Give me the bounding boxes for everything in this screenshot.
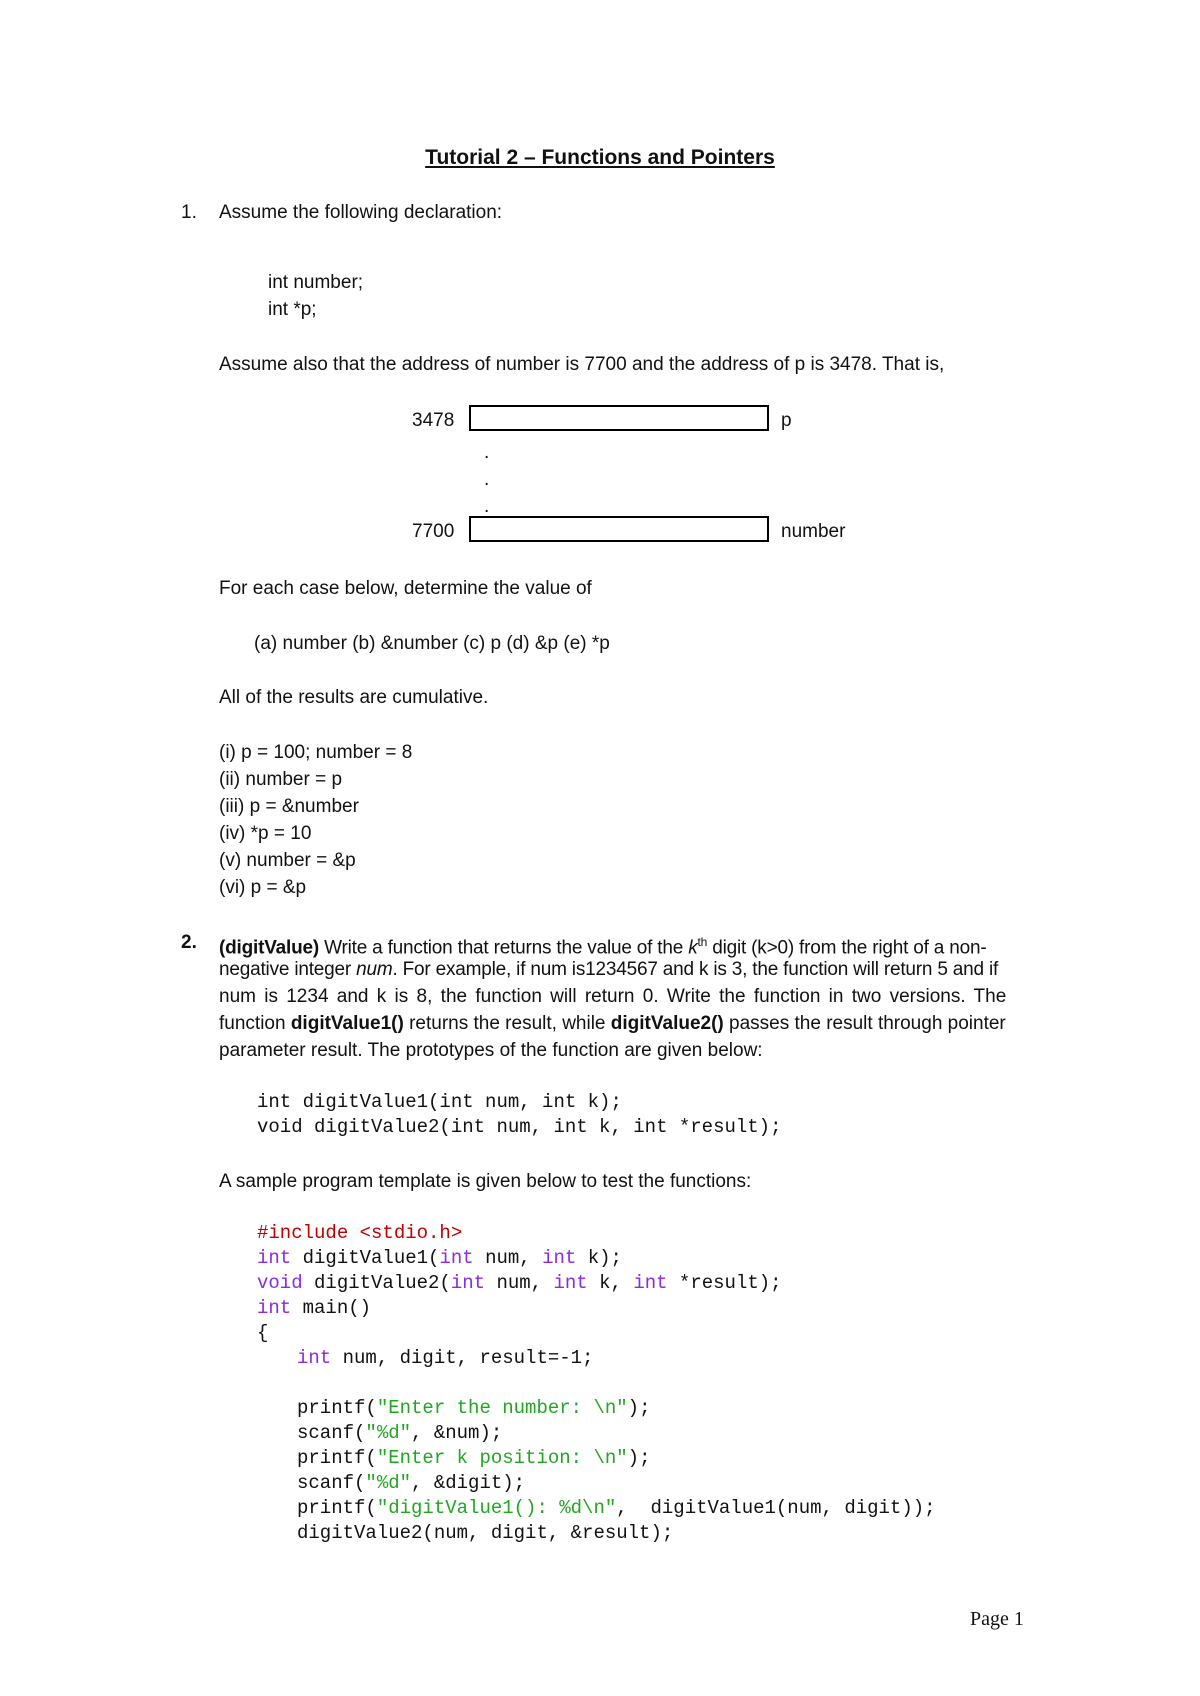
- text-span: returns the result, while: [403, 1013, 611, 1034]
- code-token: num,: [473, 1247, 543, 1269]
- code-token: k);: [576, 1247, 622, 1269]
- code-token: k,: [587, 1272, 634, 1294]
- code-token: digitValue1(: [291, 1247, 440, 1269]
- each-case-text: For each case below, determine the value of: [219, 578, 592, 599]
- code-token: num,: [485, 1272, 554, 1294]
- code-line: [297, 1396, 650, 1421]
- code-token: );: [627, 1397, 651, 1419]
- text-span: negative integer: [219, 959, 357, 980]
- ellipsis-dot: .: [484, 442, 490, 463]
- code-token: scanf(: [297, 1472, 366, 1494]
- question-2-line-5: parameter result. The prototypes of the function are given below:: [219, 1040, 763, 1061]
- code-token: int: [297, 1347, 332, 1369]
- function-name-2: digitValue2(): [610, 1013, 724, 1034]
- code-token: printf(: [297, 1397, 377, 1419]
- code-token: , digitValue1(num, digit));: [616, 1497, 936, 1519]
- code-token: "%d": [365, 1422, 412, 1444]
- code-line: [297, 1521, 673, 1546]
- code-token: "Enter the number: \n": [376, 1397, 628, 1419]
- code-line: [257, 1221, 462, 1246]
- code-token: );: [627, 1447, 651, 1469]
- text-span: digit (k>0) from the right of a non-: [707, 937, 987, 959]
- code-line: [257, 1246, 622, 1271]
- case-item: (iv) *p = 10: [219, 823, 312, 844]
- question-2-number: 2.: [181, 932, 197, 953]
- code-token: #include <stdio.h>: [257, 1222, 463, 1244]
- question-2-line-3: num is 1234 and k is 8, the function will return 0. Write the function in two versions. The: [219, 986, 1007, 1007]
- declaration-number: int number;: [268, 272, 364, 293]
- text-span: Write a function that returns the value of the: [319, 937, 689, 959]
- ellipsis-dot: .: [484, 496, 490, 517]
- code-token: *result);: [667, 1272, 782, 1294]
- prototype-2: void digitValue2(int num, int k, int *result);: [257, 1116, 782, 1138]
- code-token: digitValue2(: [302, 1272, 451, 1294]
- code-token: scanf(: [297, 1422, 366, 1444]
- question-2-line-2: [219, 956, 1087, 983]
- declaration-pointer: int *p;: [268, 299, 317, 320]
- code-token: num, digit, result=-1;: [331, 1347, 594, 1369]
- cumulative-note: All of the results are cumulative.: [219, 687, 489, 708]
- code-line: [297, 1471, 525, 1496]
- text-span: . For example, if num is1234567 and k is 3, the function will return 5 and if: [392, 959, 999, 980]
- memory-cell-p: [469, 405, 769, 431]
- code-token: , &num);: [411, 1422, 503, 1444]
- template-intro: A sample program template is given below to test the functions:: [219, 1171, 752, 1192]
- address-p-label: 3478: [412, 410, 455, 431]
- code-token: printf(: [297, 1447, 377, 1469]
- code-token: int: [257, 1247, 292, 1269]
- case-item: (iii) p = &number: [219, 796, 359, 817]
- memory-cell-number: [469, 516, 769, 542]
- question-1-number: 1.: [181, 202, 197, 223]
- variable-number-label: number: [781, 521, 846, 542]
- ellipsis-dot: .: [484, 469, 490, 490]
- code-token: printf(: [297, 1497, 377, 1519]
- variable-p-label: p: [781, 410, 792, 431]
- code-token: , &digit);: [411, 1472, 526, 1494]
- code-token: "Enter k position: \n": [376, 1447, 628, 1469]
- code-line: [297, 1496, 936, 1521]
- values-list: (a) number (b) &number (c) p (d) &p (e) *p: [254, 633, 610, 654]
- k-italic: k: [688, 937, 698, 959]
- code-token: main(): [291, 1297, 372, 1319]
- th-superscript: th: [697, 935, 708, 949]
- code-token: "digitValue1(): %d\n": [376, 1497, 617, 1519]
- question-1-intro: Assume the following declaration:: [219, 202, 503, 223]
- code-line: [257, 1296, 371, 1321]
- code-line: [257, 1321, 268, 1346]
- address-statement: Assume also that the address of number is 7700 and the address of p is 3478. That is,: [219, 354, 945, 375]
- prototype-1: int digitValue1(int num, int k);: [257, 1091, 622, 1113]
- code-token: int: [553, 1272, 588, 1294]
- question-2-heading: (digitValue): [219, 937, 319, 959]
- code-token: int: [542, 1247, 577, 1269]
- code-token: int: [439, 1247, 474, 1269]
- code-token: "%d": [365, 1472, 412, 1494]
- page-title: Tutorial 2 – Functions and Pointers: [425, 146, 775, 169]
- case-item: (i) p = 100; number = 8: [219, 742, 413, 763]
- code-token: int: [633, 1272, 668, 1294]
- num-italic: num: [356, 959, 393, 980]
- code-line: [257, 1271, 782, 1296]
- question-2-line-4: [219, 1010, 1087, 1037]
- page-number: Page 1: [970, 1608, 1024, 1630]
- case-item: (ii) number = p: [219, 769, 343, 790]
- address-number-label: 7700: [412, 521, 455, 542]
- case-item: (v) number = &p: [219, 850, 356, 871]
- function-name-1: digitValue1(): [290, 1013, 404, 1034]
- code-token: digitValue2(num, digit, &result);: [297, 1522, 674, 1544]
- code-line: [297, 1346, 593, 1371]
- code-token: int: [257, 1297, 292, 1319]
- text-span: function: [219, 1013, 291, 1034]
- code-token: void: [257, 1272, 303, 1294]
- text-span: passes the result through pointer: [723, 1013, 1006, 1034]
- code-token: {: [257, 1322, 269, 1344]
- code-line: [297, 1446, 650, 1471]
- code-line: [297, 1421, 502, 1446]
- code-token: int: [450, 1272, 486, 1294]
- case-item: (vi) p = &p: [219, 877, 307, 898]
